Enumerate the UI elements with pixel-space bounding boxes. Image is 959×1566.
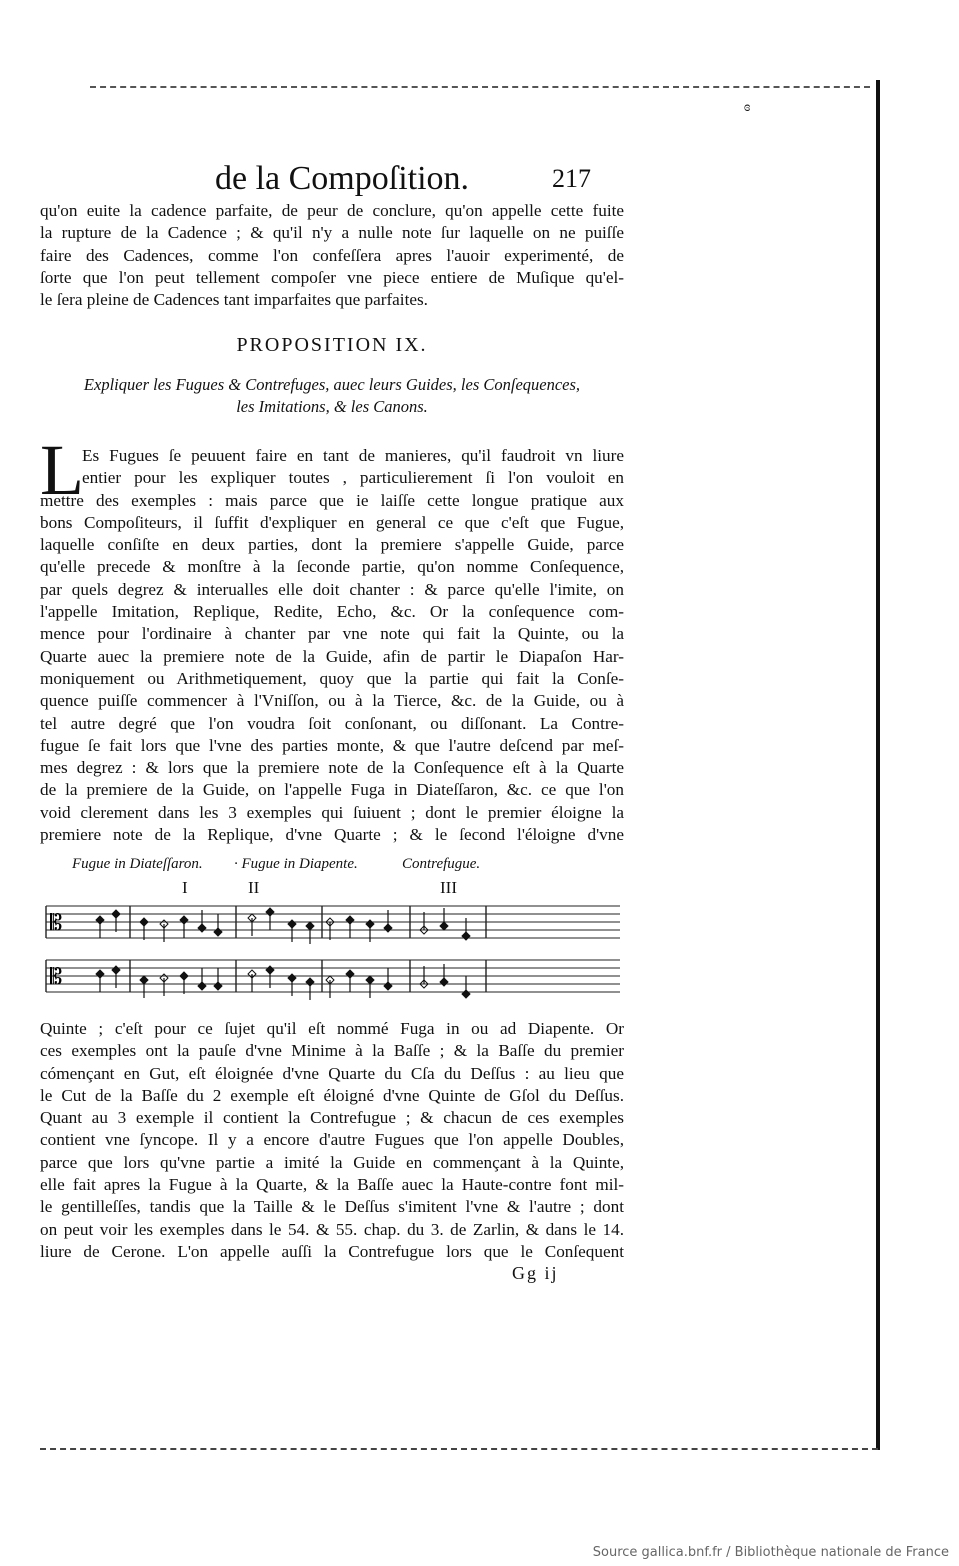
text-line: fugue ſe fait lors que l'vne des parties monte, & que l'autre deſcend par meſ- [40,735,624,755]
text-line: cómençant en Gut, eſt éloignée d'vne Quarte du Cſa du Deſſus : au lieu que [40,1063,624,1083]
music-caption: · Fugue in Diapente. [234,856,358,872]
text-line: quence puiſſe commencer à l'Vniſſon, ou à la Tierce, &c. de la Guide, ou à [40,691,624,711]
music-captions [72,856,632,880]
text-line: void clerement dans les 3 exemples qui ſuiuent ; dont le premier éloigne la [40,802,624,822]
text-line: Quinte ; c'eſt pour ce ſujet qu'il eſt nommé Fuga in ou ad Diapente. Or [40,1019,624,1038]
text-line: elle fait apres la Fugue à la Quarte, & la Baſſe auec la Haute-contre font mil- [40,1175,624,1195]
top-dashed-rule [90,86,870,88]
text-line: parce que lors qu'vne partie a imité la Guide en commençant à la Quinte, [40,1152,624,1172]
text-line: qu'elle precede & monſtre à la ſeconde partie, qu'on nomme Conſequence, [40,557,624,577]
text-line: entier pour les expliquer toutes , particulierement ſi l'on vouloit en [82,468,624,488]
text-line: le ſera pleine de Cadences tant imparfaites que parfaites. [40,290,428,310]
drop-capital: L [40,430,84,510]
text-line: mence pour l'ordinaire à chanter par vne note qui fait la Quinte, ou la [40,624,624,644]
summary-line: Expliquer les Fugues & Contrefuges, auec leurs Guides, les Conſequences, [83,375,581,394]
text-line: l'appelle Imitation, Replique, Redite, Echo, &c. Or la conſequence com- [40,602,624,622]
text-line: par quels degrez & interualles elle doit chanter : & parce qu'elle l'imite, on [40,579,624,599]
example-numeral: I [182,878,188,897]
source-credit: Source gallica.bnf.fr / Bibliothèque nationale de France [592,1545,949,1560]
paragraph-main [40,445,624,846]
text-line: le gentilleſſes, tandis que la Taille & le Deſſus s'imitent l'vne & l'autre ; dont [40,1197,624,1217]
text-line: contient vne ſyncope. Il y a encore d'autre Fugues que l'on appelle Doubles, [40,1130,624,1150]
example-numeral: III [440,878,457,897]
paragraph-top [40,200,624,311]
page-number: 217 [552,164,591,193]
clef-icon: 𝄡 [50,911,63,936]
text-line: ces exemples ont la pauſe d'vne Minime à la Baſſe ; & la Baſſe du premier [40,1041,624,1061]
corner-mark: ɞ [744,100,751,115]
paragraph-bottom [40,1018,624,1263]
text-line: premiere note de la Replique, d'vne Quarte ; & le ſecond l'éloigne d'vne [40,825,624,845]
text-line: tel autre degré que l'on voudra ſoit conſonant, ou diſſonant. La Contre- [40,713,624,733]
text-line: Quarte auec la premiere note de la Guide, afin de partir le Diapaſon Har- [40,646,624,666]
page-edge-bar [876,80,880,1450]
clef-icon: 𝄡 [50,965,63,990]
running-head [40,160,640,202]
text-line: mes degrez : & lors que la premiere note de la Conſequence eſt à la Quarte [40,758,624,778]
example-numeral: II [248,878,260,897]
running-head-title: de la Compoſition. [215,160,470,197]
text-line: ſorte que l'on peut tellement compoſer vne piece entiere de Muſique qu'el- [40,267,624,287]
text-line: qu'on euite la cadence parfaite, de peur de conclure, qu'on appelle cette fuite [40,201,624,220]
text-line: Es Fugues ſe peuuent faire en tant de manieres, qu'il faudroit vn liure [82,446,624,465]
text-line: Quant au 3 exemple il contient la Contrefugue ; & chacun de ces exemples [40,1108,624,1128]
text-line: la rupture de la Cadence ; & qu'il n'y a nulle note ſur laquelle on ne puiſſe [40,223,624,243]
text-line: de la premiere de la Guide, on l'appelle Fuga in Diateſſaron, &c. ce que l'on [40,780,624,800]
text-line: faire des Cadences, comme l'on confeſſera apres l'auoir experimenté, de [40,245,624,265]
proposition-heading: PROPOSITION IX. [236,334,428,356]
music-caption: Contrefugue. [402,856,481,872]
text-line: le Cut de la Baſſe du 2 exemple eſt éloigné d'vne Quinte de Gſol du Deſſus. [40,1085,624,1105]
text-line: laquelle conſiſte en deux parties, dont la premiere s'appelle Guide, parce [40,535,624,555]
text-line: liure de Cerone. L'on appelle auſſi la Contrefugue lors que le Conſequent [40,1241,624,1261]
proposition-summary [40,374,624,418]
text-line: bons Compoſiteurs, il ſuffit d'expliquer en general ce que c'eſt que Fugue, [40,512,624,532]
music-caption: Fugue in Diateſſaron. [72,856,203,872]
music-staves [40,900,624,1012]
signature-mark: Gg ij [512,1263,559,1283]
text-line: moniquement ou Arithmetiquement, quoy que la partie qui fait la Conſe- [40,668,624,688]
bottom-dashed-rule [40,1448,878,1450]
text-line: on peut voir les exemples dans le 54. & 55. chap. du 3. de Zarlin, & dans le 14. [40,1219,624,1239]
example-numerals [40,878,624,902]
summary-line: les Imitations, & les Canons. [236,397,428,416]
text-line: mettre des exemples : mais parce que ie laiſſe cette longue pratique aux [40,490,624,510]
